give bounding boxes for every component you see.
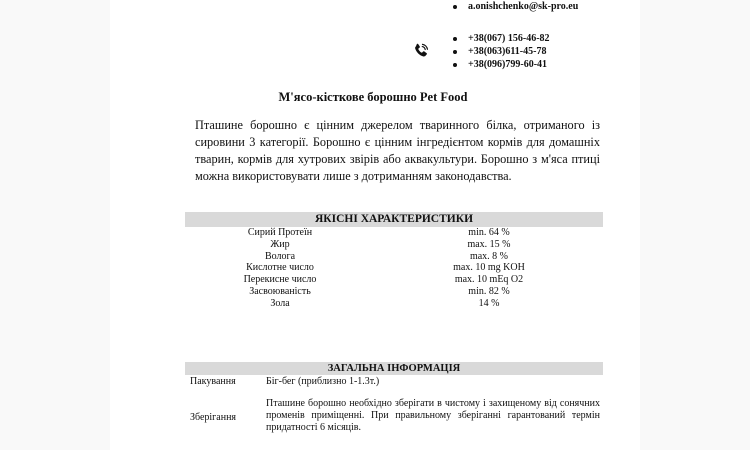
phone-number[interactable]: +38(067) 156-46-82 xyxy=(468,33,550,44)
phone-item[interactable] xyxy=(448,32,550,45)
quality-table xyxy=(185,227,603,310)
spec-name: Зола xyxy=(270,297,290,309)
phone-icon xyxy=(412,42,430,60)
phone-number[interactable]: +38(063)611-45-78 xyxy=(468,46,547,57)
table-row xyxy=(185,298,603,310)
phone-number[interactable]: +38(096)799-60-41 xyxy=(468,59,548,70)
spec-name: Перекисне число xyxy=(243,274,317,286)
spec-value: min. 82 % xyxy=(468,285,510,297)
storage-label: Зберігання xyxy=(190,412,237,423)
spec-name: Засвоюваність xyxy=(249,285,311,297)
product-intro: Пташине борошно є цінним джерелом тваринного білка, отриманого із сировини 3 категорії. Борошно є цінним інгредієнтом кормів для домашніх тварин, кормів для хутрових звірів або аквакультури. Борошно з м'яса птиці можна використовувати лише з дотриманням законодавства. xyxy=(195,118,600,183)
spec-value: min. 64 % xyxy=(468,227,510,238)
spec-value: max. 10 mEq O2 xyxy=(454,274,524,286)
storage-value: Пташине борошно необхідно зберігати в чистому і захищеному від сонячних променів приміщенні. При правильному зберіганні гарантований термін придатності 6 місяців. xyxy=(266,398,600,433)
spec-value: 14 % xyxy=(478,297,500,309)
phone-item[interactable] xyxy=(448,45,550,58)
spec-name: Кислотне число xyxy=(246,262,314,274)
table-row xyxy=(185,286,603,298)
table-row xyxy=(185,274,603,286)
packaging-value: Біг-бег (приблизно 1-1.3т.) xyxy=(266,376,380,387)
spec-value: max. 10 mg KOH xyxy=(453,262,525,274)
spec-value: max. 15 % xyxy=(467,238,511,250)
email-item[interactable] xyxy=(448,0,578,13)
packaging-label: Пакування xyxy=(190,376,236,387)
spec-name: Сирий Протеїн xyxy=(247,227,313,238)
quality-header: ЯКІСНІ ХАРАКТЕРИСТИКИ xyxy=(185,212,603,227)
product-title xyxy=(0,90,750,105)
phone-item[interactable] xyxy=(448,58,550,71)
email-text[interactable]: a.onishchenko@sk-pro.eu xyxy=(468,1,579,12)
spec-name: Волога xyxy=(264,250,296,262)
phone-list xyxy=(448,32,550,71)
product-title-text: М'ясо-кісткове борошно Pet Food xyxy=(278,90,468,104)
email-list xyxy=(448,0,578,13)
table-row xyxy=(185,239,603,251)
table-row xyxy=(185,251,603,263)
spec-value: max. 8 % xyxy=(469,250,509,262)
spec-name: Жир xyxy=(270,238,290,250)
table-row xyxy=(185,262,603,274)
general-info-header: ЗАГАЛЬНА ІНФОРМАЦІЯ xyxy=(185,362,603,375)
table-row xyxy=(185,227,603,239)
